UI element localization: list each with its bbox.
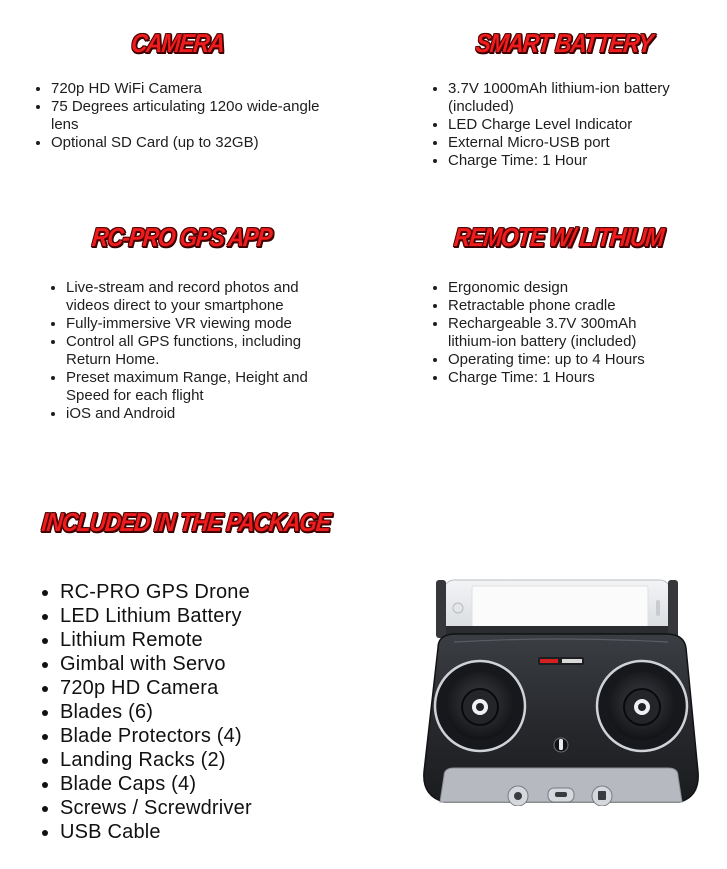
list-item: • 75 Degrees articulating 120o wide-angle lens: [51, 98, 323, 134]
list-item: • Retractable phone cradle: [448, 297, 688, 315]
list-item: • 720p HD WiFi Camera: [51, 80, 323, 98]
list-item: • iOS and Android: [66, 405, 346, 423]
list-item: • Rechargeable 3.7V 300mAh lithium-ion battery (included): [448, 315, 688, 351]
list-item: • Fully-immersive VR viewing mode: [66, 315, 346, 333]
list-item: • Gimbal with Servo: [60, 652, 380, 676]
list-item: • Charge Time: 1 Hours: [448, 369, 688, 387]
brand-logo: [538, 657, 584, 665]
list-item: • Operating time: up to 4 Hours: [448, 351, 688, 369]
list-item: • Control all GPS functions, including Return Home.: [66, 333, 346, 369]
power-button: [554, 738, 568, 752]
left-joystick: [435, 661, 525, 751]
package-contents-list: [40, 580, 380, 844]
list-item: • LED Lithium Battery: [60, 604, 380, 628]
list-item: • Landing Racks (2): [60, 748, 380, 772]
smart-battery-spec-list: [431, 80, 718, 170]
remote-spec-list: [431, 279, 688, 387]
package-heading: INCLUDED IN THE PACKAGE: [40, 507, 332, 537]
list-item: • Live-stream and record photos and videos direct to your smartphone: [66, 279, 346, 315]
list-item: • 3.7V 1000mAh lithium-ion battery (included): [448, 80, 718, 116]
gps-app-spec-list: [49, 279, 346, 423]
remote-controller-image: [414, 576, 708, 806]
remote-heading: REMOTE W/ LITHIUM: [452, 222, 665, 252]
list-item: • Lithium Remote: [60, 628, 380, 652]
right-joystick: [597, 661, 687, 751]
list-item: • Optional SD Card (up to 32GB): [51, 134, 323, 152]
list-item: • USB Cable: [60, 820, 380, 844]
list-item: • Blade Caps (4): [60, 772, 380, 796]
list-item: • Screws / Screwdriver: [60, 796, 380, 820]
list-item: • External Micro-USB port: [448, 134, 718, 152]
list-item: • Preset maximum Range, Height and Speed for each flight: [66, 369, 346, 405]
list-item: • Ergonomic design: [448, 279, 688, 297]
list-item: • RC-PRO GPS Drone: [60, 580, 380, 604]
list-item: • LED Charge Level Indicator: [448, 116, 718, 134]
smart-battery-heading: SMART BATTERY: [474, 28, 654, 58]
list-item: • Blades (6): [60, 700, 380, 724]
bottom-button-left: [508, 786, 528, 806]
list-item: • 720p HD Camera: [60, 676, 380, 700]
camera-spec-list: [34, 80, 323, 152]
camera-heading: CAMERA: [129, 28, 226, 58]
list-item: • Charge Time: 1 Hour: [448, 152, 718, 170]
gps-app-heading: RC-PRO GPS APP: [90, 222, 273, 252]
bottom-button-center: [548, 788, 574, 802]
bottom-button-right: [592, 786, 612, 806]
list-item: • Blade Protectors (4): [60, 724, 380, 748]
